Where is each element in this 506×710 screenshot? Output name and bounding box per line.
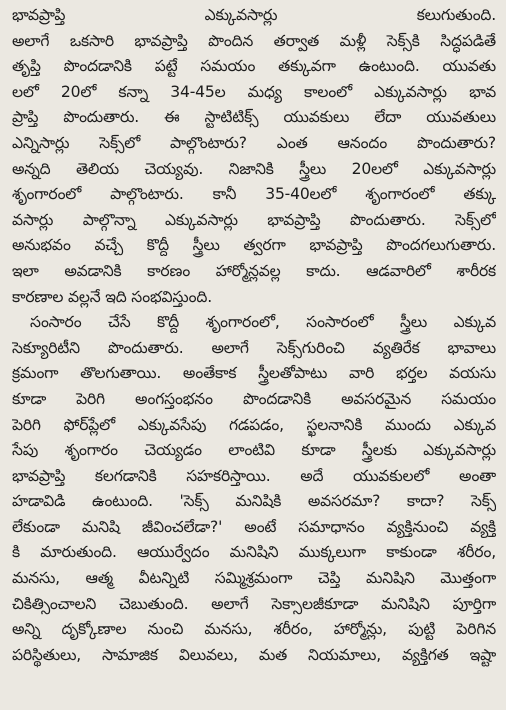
- text-line: చికిత్సించాలని చెబుతుంది. అలాగే సెక్సాలజీకూడా మనిషిని పూర్తిగా: [12, 594, 496, 613]
- text-line: లేకుండా మనిషి జీవించలేడా?' అంటే సమాధానం వ్యక్తినుంచి వ్యక్తి: [12, 517, 496, 536]
- text-line: భావప్రాప్తి కలగడానికి సహకరిస్తాయి. అదే యువకులలో అంతా: [12, 466, 496, 485]
- text-line: వసార్లు పాల్గొన్నా ఎక్కువసార్లు భావప్రాప్తి పొందుతారు. సెక్స్‌లో: [12, 210, 496, 229]
- text-line: పెరిగి ఫోర్‌ప్లేలో ఎక్కువసేపు గడపడం, స్ఖలనానికి ముందు ఎక్కువ: [12, 415, 496, 434]
- text-line: హడావిడి ఉంటుంది. 'సెక్స్ మనిషికి అవసరమా? కాదా? సెక్స్: [12, 492, 496, 511]
- text-line: కారణాల వల్లనే ఇది సంభవిస్తుంది.: [12, 287, 212, 306]
- text-line: శృంగారంలో పాల్గొంటారు. కానీ 35-40లలో శృంగారంలో తక్కు: [12, 185, 496, 204]
- paragraph-1: [12, 3, 496, 310]
- text-line: కి మారుతుంది. ఆయుర్వేదం మనిషిని ముక్కలుగా కాకుండా శరీరం,: [12, 543, 496, 562]
- text-line: సంసారం చేసే కొద్దీ శృంగారంలో, సంసారంలో స్త్రీలు ఎక్కువ: [30, 313, 496, 332]
- text-line: అనుభవం వచ్చే కొద్దీ స్త్రీలు త్వరగా భావప్రాప్తి పొందగలుగుతారు.: [12, 236, 496, 255]
- text-line: సెక్యూరిటీని పొందుతారు. అలాగే సెక్స్‌గురించి వ్యతిరేక భావాలు: [12, 338, 496, 357]
- text-line: అన్ని దృక్కోణాల నుంచి మనసు, శరీరం, హార్మోన్లు, పుట్టి పెరిగిన: [12, 620, 496, 639]
- text-line: అన్నది తెలియ చెయ్యవు. నిజానికి స్త్రీలు 20లలో ఎక్కువసార్లు: [12, 159, 496, 178]
- text-line: లలో 20లో కన్నా 34-45ల మధ్య కాలంలో ఎక్కువసార్లు భావ: [12, 82, 496, 101]
- text-line: కూడా పెరిగి అంగస్తంభనం పొందడానికి అవసరమైన సమయం: [12, 389, 496, 408]
- text-line: మనసు, ఆత్మ వీటన్నిటి సమ్మిశ్రమంగా చెప్తి మనిషిని మొత్తంగా: [12, 569, 496, 588]
- text-line: పరిస్థితులు, సామాజిక విలువలు, మత నియమాలు, వ్యక్తిగత ఇష్టా: [12, 645, 496, 664]
- text-line: భావప్రాప్తి ఎక్కువసార్లు కలుగుతుంది.: [12, 6, 496, 24]
- text-line: క్రమంగా తొలగుతాయి. అంతేకాక స్త్రీలతోపాటు వారి భర్తల వయసు: [12, 364, 496, 383]
- text-line: సేపు శృంగారం చెయ్యడం లాంటివి కూడా స్త్రీలకు ఎక్కువసార్లు: [12, 441, 496, 460]
- paragraph-2: [12, 310, 496, 668]
- text-line: తృప్తి పొందడానికి పట్టే సమయం తక్కువగా ఉంటుంది. యువతు: [12, 57, 496, 76]
- text-line: అలాగే ఒకసారి భావప్రాప్తి పొందిన తర్వాత మళ్లీ సెక్స్‌కి సిద్ధపడితే: [12, 31, 496, 50]
- text-line: ప్రాప్తి పొందుతారు. ఈ స్టాటిటిక్స్ యువకులు లేదా యువతులు: [12, 108, 496, 127]
- text-line: ఇలా అవడానికి కారణం హార్మోన్లవల్ల కాదు. ఆడవారిలో శారీరక: [12, 261, 496, 280]
- text-line: ఎన్నిసార్లు సెక్స్‌లో పాల్గొంటారు? ఎంత ఆనందం పొందుతారు?: [12, 133, 496, 152]
